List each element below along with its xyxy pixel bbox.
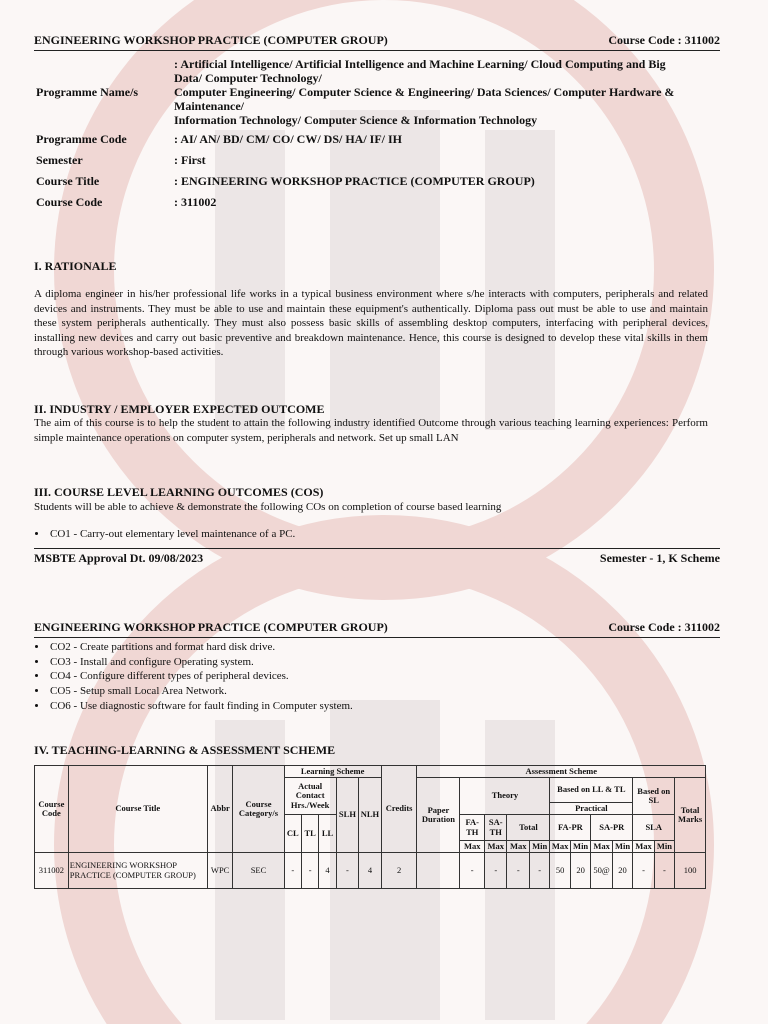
semester-value: : First bbox=[174, 152, 206, 167]
th-actual-contact: Actual Contact Hrs./Week bbox=[284, 778, 336, 815]
footer-semester: Semester - 1, K Scheme bbox=[599, 551, 720, 565]
th-credits: Credits bbox=[381, 766, 417, 853]
rationale-text: A diploma engineer in his/her professional life works in a typical business environment where s/he interacts with computers, peripherals and related devices and instruments. They must be able to use and maintain these equipment's authentically. Diploma pass out must be able to use and maintain these system peripherals authentically. They must also possess basic skills of assembling desktop computers, interfacing with peripheral devices, installing new devices and carry out basic preventive and breakdown maintenance. Hence, this course is designed to develop these vital skills in them through various workshop-based activities. bbox=[34, 288, 708, 358]
cell-fa-pr-max: 50 bbox=[550, 853, 570, 889]
footer-approval: MSBTE Approval Dt. 09/08/2023 bbox=[34, 551, 204, 565]
cell-fa-pr-min: 20 bbox=[570, 853, 590, 889]
header-title: ENGINEERING WORKSHOP PRACTICE (COMPUTER GROUP) bbox=[34, 33, 388, 47]
th-sa-pr: SA-PR bbox=[591, 815, 633, 841]
course-code-label: Course Code bbox=[36, 194, 103, 209]
th-based-sl: Based on SL bbox=[633, 778, 675, 815]
programme-name-line: Information Technology/ Computer Science & Information Technology bbox=[174, 113, 538, 127]
th-nlh: NLH bbox=[359, 778, 382, 853]
course-title-value: : ENGINEERING WORKSHOP PRACTICE (COMPUTER GROUP) bbox=[174, 173, 535, 188]
header-title: ENGINEERING WORKSHOP PRACTICE (COMPUTER GROUP) bbox=[34, 620, 388, 634]
programme-code-value: : AI/ AN/ BD/ CM/ CO/ CW/ DS/ HA/ IF/ IH bbox=[174, 131, 403, 146]
cell-nlh: 4 bbox=[359, 853, 382, 889]
course-info-table bbox=[34, 56, 724, 212]
cell-slh: - bbox=[336, 853, 359, 889]
cell-ll: 4 bbox=[319, 853, 336, 889]
th-slh: SLH bbox=[336, 778, 359, 853]
scheme-heading: IV. TEACHING-LEARNING & ASSESSMENT SCHEME bbox=[34, 743, 336, 757]
cos-list bbox=[34, 527, 295, 542]
programme-name-line: : Artificial Intelligence/ Artificial Intelligence and Machine Learning/ Cloud Computing and Big bbox=[174, 57, 666, 71]
table-row bbox=[35, 853, 706, 889]
th-course-title: Course Title bbox=[68, 766, 207, 853]
cell-credits: 2 bbox=[381, 853, 417, 889]
cell-total-min: - bbox=[529, 853, 549, 889]
th-paper-duration: Paper Duration bbox=[417, 778, 460, 853]
list-item: • CO1 - Carry-out elementary level maintenance of a PC. bbox=[48, 527, 295, 542]
list-item: • CO6 - Use diagnostic software for fault finding in Computer system. bbox=[48, 699, 353, 714]
industry-outcome-text: The aim of this course is to help the student to attain the following industry identified Outcome through various teaching learning experiences: Perform simple maintenance operations on computer system, peripherals and network. Set up small LAN bbox=[34, 417, 708, 444]
th-max: Max bbox=[633, 841, 654, 853]
cos-intro: Students will be able to achieve & demonstrate the following COs on completion of course based learning bbox=[34, 501, 502, 513]
th-sla: SLA bbox=[633, 815, 675, 841]
cell-sa-pr-max: 50@ bbox=[591, 853, 612, 889]
rationale-heading: I. RATIONALE bbox=[34, 259, 117, 273]
cell-abbr: WPC bbox=[207, 853, 233, 889]
semester-label: Semester bbox=[36, 152, 83, 167]
programme-name-line: Data/ Computer Technology/ bbox=[174, 71, 322, 85]
th-min: Min bbox=[529, 841, 549, 853]
page1-header bbox=[34, 33, 720, 51]
course-code-value: : 311002 bbox=[174, 194, 217, 209]
cell-sa-pr-min: 20 bbox=[612, 853, 632, 889]
th-based-ll-tl: Based on LL & TL bbox=[550, 778, 633, 803]
programme-name-line: Computer Engineering/ Computer Science & Engineering/ Data Sciences/ Computer Hardware & bbox=[174, 85, 675, 99]
cos-list-continued bbox=[34, 640, 353, 714]
header-course-code: Course Code : 311002 bbox=[608, 33, 720, 47]
th-min: Min bbox=[570, 841, 590, 853]
cell-paper-duration bbox=[417, 853, 460, 889]
list-item: • CO3 - Install and configure Operating system. bbox=[48, 655, 353, 670]
th-practical: Practical bbox=[550, 803, 633, 815]
cos-heading: III. COURSE LEVEL LEARNING OUTCOMES (COS) bbox=[34, 485, 324, 499]
list-item: • CO2 - Create partitions and format hard disk drive. bbox=[48, 640, 353, 655]
course-title-label: Course Title bbox=[36, 173, 100, 188]
programme-code-label: Programme Code bbox=[36, 131, 127, 146]
th-ll: LL bbox=[319, 815, 336, 853]
th-fa-th: FA-TH bbox=[460, 815, 485, 841]
th-total: Total bbox=[507, 815, 550, 841]
cell-total-max: - bbox=[507, 853, 530, 889]
th-abbr: Abbr bbox=[207, 766, 233, 853]
th-total-marks: Total Marks bbox=[675, 778, 706, 853]
cell-cl: - bbox=[284, 853, 301, 889]
th-max: Max bbox=[460, 841, 485, 853]
programme-name-line: Maintenance/ bbox=[174, 99, 244, 113]
list-item: • CO5 - Setup small Local Area Network. bbox=[48, 684, 353, 699]
th-learning-scheme: Learning Scheme bbox=[284, 766, 381, 778]
th-category: Course Category/s bbox=[233, 766, 284, 853]
th-max: Max bbox=[484, 841, 507, 853]
list-item: • CO4 - Configure different types of peripheral devices. bbox=[48, 669, 353, 684]
cell-sla-min: - bbox=[654, 853, 674, 889]
th-max: Max bbox=[551, 840, 569, 851]
page1-footer bbox=[34, 548, 720, 566]
industry-outcome-heading: II. INDUSTRY / EMPLOYER EXPECTED OUTCOME bbox=[34, 402, 325, 416]
th-tl: TL bbox=[301, 815, 318, 853]
programme-name-label: Programme Name/s bbox=[36, 85, 139, 99]
header-course-code: Course Code : 311002 bbox=[608, 620, 720, 634]
teaching-assessment-table bbox=[34, 765, 706, 889]
th-max: Max bbox=[507, 841, 530, 853]
th-max: Max bbox=[591, 841, 612, 853]
cell-total-marks: 100 bbox=[675, 853, 706, 889]
cell-tl: - bbox=[301, 853, 318, 889]
cell-sla-max: - bbox=[633, 853, 654, 889]
page2-header bbox=[34, 620, 720, 638]
th-min: Min bbox=[654, 841, 674, 853]
th-theory: Theory bbox=[460, 778, 550, 815]
cell-sa-th-max: - bbox=[484, 853, 507, 889]
cell-code: 311002 bbox=[35, 853, 69, 889]
th-cl: CL bbox=[284, 815, 301, 853]
cell-title: ENGINEERING WORKSHOP PRACTICE (COMPUTER GROUP) bbox=[68, 853, 207, 889]
cell-category: SEC bbox=[233, 853, 284, 889]
th-course-code: Course Code bbox=[35, 766, 69, 853]
programme-names bbox=[172, 56, 724, 128]
th-min: Min bbox=[612, 841, 632, 853]
th-fa-pr: FA-PR bbox=[550, 815, 591, 841]
th-assessment-scheme: Assessment Scheme bbox=[417, 766, 706, 778]
cell-fa-th-max: - bbox=[460, 853, 485, 889]
th-sa-th: SA-TH bbox=[484, 815, 507, 841]
